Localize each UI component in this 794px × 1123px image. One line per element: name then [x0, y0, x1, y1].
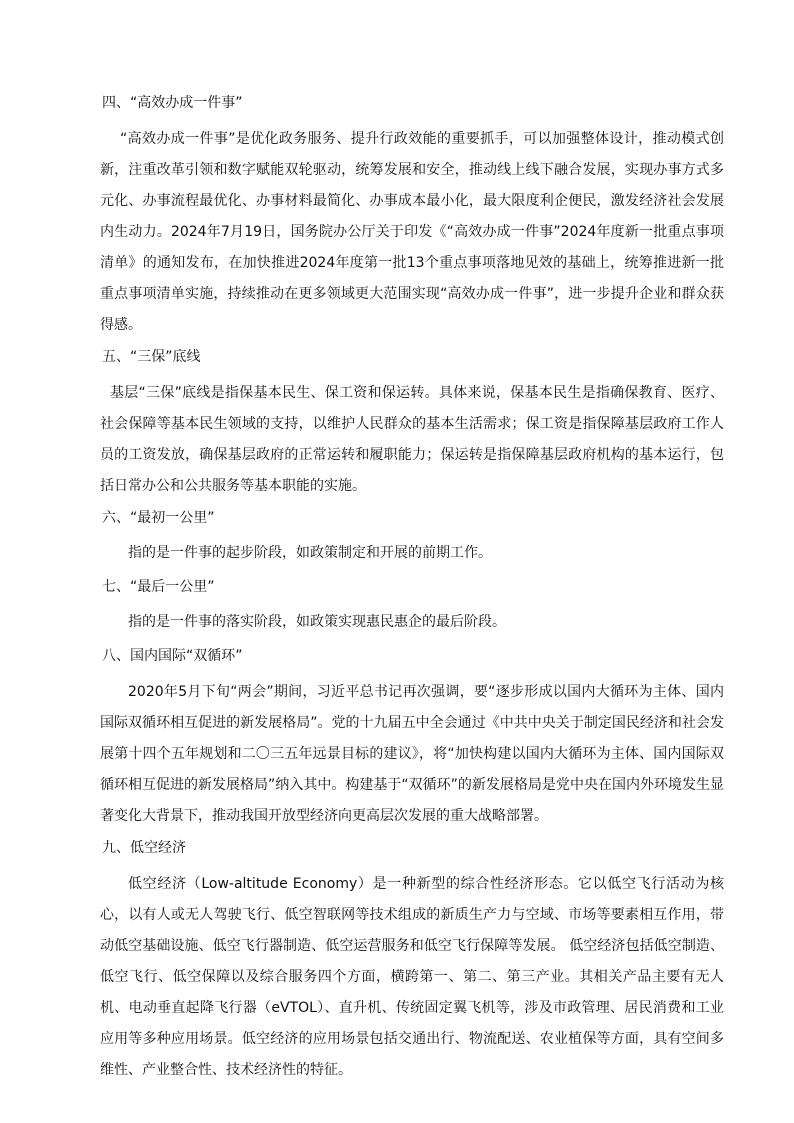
- section-heading-8: 八、国内国际“双循环”: [102, 648, 243, 664]
- document-content: [100, 91, 724, 1090]
- section-heading-5: 五、“三保”底线: [102, 349, 201, 365]
- section-heading-4: 四、“高效办成一件事”: [102, 95, 243, 111]
- section-heading-7: 七、“最后一公里”: [102, 579, 215, 595]
- section-body-4: “高效办成一件事”是优化政务服务、提升行政效能的重要抓手，可以加强整体设计，推动模式创新，注重改革引领和数字赋能双轮驱动，统筹发展和安全，推动线上线下融合发展，实现办事方式多元化、办事流程最优化、办事材料最简化、办事成本最小化，最大限度利企便民，激发经济社会发展内生动力。2024年7月19日，国务院办公厅关于印发《“高效办成一件事”2024年度新一批重点事项清单》的通知发布，在加快推进2024年度第一批13个重点事项落地见效的基础上，统筹推进新一批重点事项清单实施，持续推动在更多领域更大范围实现“高效办成一件事”，进一步提升企业和群众获得感。: [100, 131, 724, 333]
- section-body-8: 2020年5月下旬“两会”期间，习近平总书记再次强调，要“逐步形成以国内大循环为主体、国内国际双循环相互促进的新发展格局”。党的十九届五中全会通过《中共中央关于制定国民经济和社会发展第十四个五年规划和二〇三五年远景目标的建议》，将“加快构建以国内大循环为主体、国内国际双循环相互促进的新发展格局”纳入其中。构建基于“双循环”的新发展格局是党中央在国内外环境发生显著变化大背景下，推动我国开放型经济向更高层次发展的重大战略部署。: [100, 684, 724, 824]
- section-body-9: 低空经济（Low-altitude Economy）是一种新型的综合性经济形态。它以低空飞行活动为核心，以有人或无人驾驶飞行、低空智联网等技术组成的新质生产力与空域、市场等要素相互作用，带动低空基础设施、低空飞行器制造、低空运营服务和低空飞行保障等发展。 低空经济包括低空制造、低空飞行、低空保障以及综合服务四个方面，横跨第一、第二、第三产业。其相关产品主要有无人机、电动垂直起降飞行器（eVTOL）、直升机、传统固定翼飞机等，涉及市政管理、居民消费和工业应用等多种应用场景。低空经济的应用场景包括交通出行、物流配送、农业植保等方面，具有空间多维性、产业整合性、技术经济性的特征。: [100, 876, 724, 1078]
- section-heading-6: 六、“最初一公里”: [102, 510, 215, 526]
- section-body-6: 指的是一件事的起步阶段，如政策制定和开展的前期工作。: [128, 545, 492, 561]
- section-body-7: 指的是一件事的落实阶段，如政策实现惠民惠企的最后阶段。: [128, 614, 506, 630]
- section-heading-9: 九、低空经济: [102, 840, 186, 856]
- section-body-5: 基层“三保”底线是指保基本民生、保工资和保运转。具体来说，保基本民生是指确保教育、医疗、社会保障等基本民生领域的支持，以维护人民群众的基本生活需求；保工资是指保障基层政府工作人员的工资发放，确保基层政府的正常运转和履职能力；保运转是指保障基层政府机构的基本运行，包括日常办公和公共服务等基本职能的实施。: [100, 385, 724, 494]
